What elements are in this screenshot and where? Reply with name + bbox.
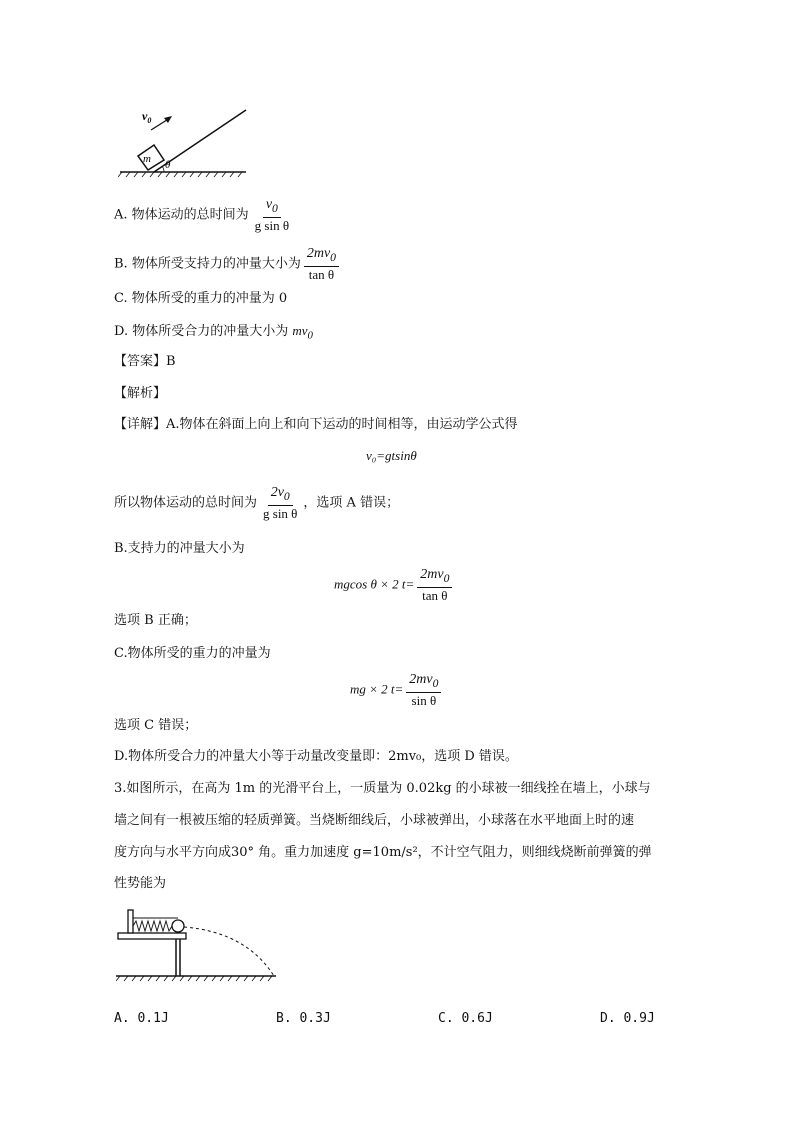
detail-line-1: 【详解】A.物体在斜面上向上和向下运动的时间相等，由运动学公式得: [114, 417, 518, 432]
option-d: D. 物体所受合力的冲量大小为 $mv_0$: [114, 323, 313, 342]
q3-option-a: A. 0.1J: [114, 1011, 169, 1026]
option-a: A. 物体运动的总时间为 $\frac{v_0}{\text{g sin θ}}$: [114, 196, 295, 234]
total-time-fraction: $\frac{2v_0}{\text{g sin θ}}$: [263, 485, 298, 521]
equation-1: v₀=gtsinθ: [366, 448, 417, 463]
block: [138, 145, 164, 170]
analysis-label: 【解析】: [114, 386, 167, 401]
option-a-fraction: $\frac{v_0}{\text{g sin θ}}$: [254, 197, 290, 233]
v0-label: $v_0$: [142, 109, 152, 125]
q3-option-c: C. 0.6J: [438, 1011, 493, 1026]
mass-label: m: [143, 153, 151, 165]
ball: [172, 920, 184, 932]
detail-line-2: 所以物体运动的总时间为 $\frac{2v_0}{\text{g sin θ}}$ ，选项 A 错误；: [114, 485, 400, 521]
platform: [118, 933, 186, 939]
trajectory: [184, 927, 274, 976]
q3-line-2: 墙之间有一根被压缩的轻质弹簧。当烧断细线后，小球被弹出，小球落在水平地面上时的速: [114, 813, 635, 828]
q3-line-4: 性势能为: [114, 876, 167, 891]
wall: [128, 910, 133, 933]
equation-2: mgcos θ × 2 t= $\frac{2mv_0}{\text{tan θ}}$: [334, 566, 455, 604]
d-line: D.物体所受合力的冲量大小等于动量改变量即：2mv₀，选项 D 错误。: [114, 749, 518, 764]
option-b: B. 物体所受支持力的冲量大小为 $\frac{2mv_0}{\text{tan θ}}$: [114, 245, 342, 283]
q3-line-3: 度方向与水平方向成30° 角。重力加速度 g=10m/s²，不计空气阻力，则细线烧断前弹簧的弹: [114, 845, 652, 860]
equation-3: mg × 2 t= $\frac{2mv_0}{\text{sin θ}}$: [350, 671, 444, 709]
answer: 【答案】B: [114, 354, 176, 369]
option-b-fraction: $\frac{2mv_0}{\text{tan θ}}$: [304, 245, 339, 283]
platform-spring-figure: [116, 906, 281, 986]
option-c: C. 物体所受的重力的冲量为 0: [114, 291, 288, 306]
q3-line-1: 3.如图所示，在高为 1m 的光滑平台上，一质量为 0.02kg 的小球被一细线拴在墙上，小球与: [114, 781, 651, 796]
q3-option-d: D. 0.9J: [600, 1011, 655, 1026]
spring: [133, 921, 172, 931]
q3-option-b: B. 0.3J: [276, 1011, 331, 1026]
arrow-head-icon: [164, 116, 172, 123]
theta-label: θ: [165, 159, 171, 171]
b-result: 选项 B 正确；: [114, 613, 197, 628]
c-result: 选项 C 错误；: [114, 718, 198, 733]
c-label: C.物体所受的重力的冲量为: [114, 646, 271, 661]
b-label: B.支持力的冲量大小为: [114, 541, 245, 556]
incline-figure: [118, 104, 253, 179]
